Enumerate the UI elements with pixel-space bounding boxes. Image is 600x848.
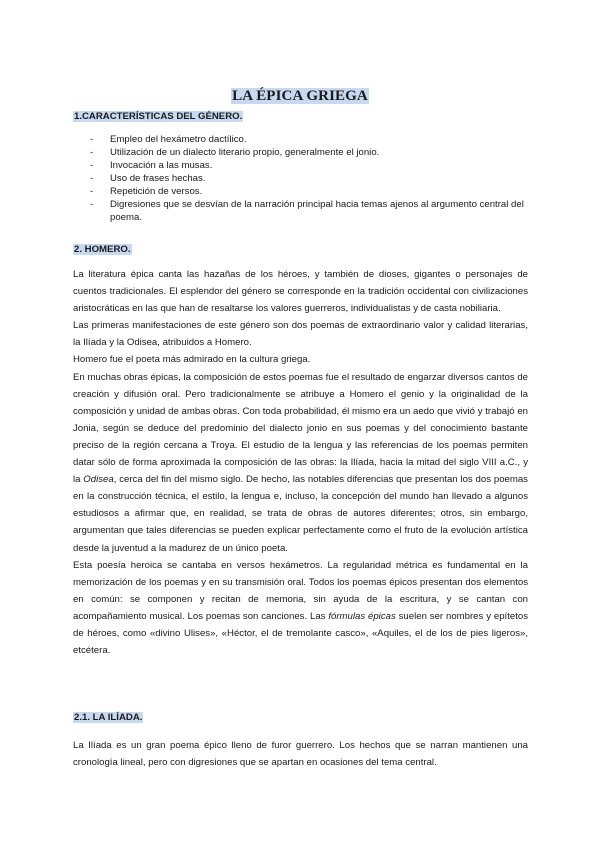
paragraph: Homero fue el poeta más admirado en la cultura griega. <box>73 354 311 366</box>
list-item-text: Utilización de un dialecto literario propio, generalmente el jonio. <box>110 147 380 158</box>
list-bullet: - <box>90 160 94 171</box>
list-bullet: - <box>90 147 94 158</box>
list-bullet: - <box>90 173 94 184</box>
characteristics-list <box>90 133 530 224</box>
emphasis-odisea: Odisea <box>83 474 114 486</box>
list-item <box>90 185 530 198</box>
list-item-text: Empleo del hexámetro dactílico. <box>110 134 247 145</box>
list-item <box>90 146 530 159</box>
list-item-text: Invocación a las musas. <box>110 160 213 171</box>
iliada-body <box>73 737 528 771</box>
list-item <box>90 172 530 185</box>
list-bullet: - <box>90 199 94 210</box>
section-heading-text: 1.CARACTERÍSTICAS DEL GÉNERO. <box>74 111 243 122</box>
paragraph: La Ilíada es un gran poema épico lleno de furor guerrero. Los hechos que se narran mantienen una cronología lineal, pero con digresiones que se apartan en ocasiones del tema central. <box>73 740 528 769</box>
section-heading-text: 2.1. LA ILÍADA. <box>74 712 143 723</box>
list-item-text: Digresiones que se desvían de la narración principal hacia temas ajenos al argumento central del poema. <box>110 199 524 223</box>
list-item <box>90 198 530 224</box>
paragraph-text: suelen ser nombres y epítetos de héroes, como «divino Ulises», «Héctor, el de tremolante casco», «Aquiles, el de los de pies ligeros», etcétera. <box>73 610 529 657</box>
paragraph-text: , cerca del fin del mismo siglo. De hecho, las notables diferencias que presentan los dos poemas en la construcción técnica, el estilo, la lengua e, incluso, la concepción del mundo han llevado a algunos estudiosos a afirmar que, en realidad, se trata de obras de autores diferentes; otros, sin embargo, argumentan que tales diferencias se pueden explicar perfectamente como el fruto de la evolución artística desde la juventud a la madurez de un único poeta. <box>73 474 528 554</box>
paragraph-text: En muchas obras épicas, la composición de estos poemas fue el resultado de engarzar diversos cantos de creación y difusión oral. Pero tradicionalmente se atribuye a Homero el genio y la originalidad de la composición y unidad de ambas obras. Con toda probabilidad, él mismo era un aedo que vivió y trabajó en Jonia, según se deduce del predominio del dialecto jonio en sus poemas y del conocimiento bastante preciso de la región cercana a Troya. El estudio de la lengua y las referencias de los poemas permiten datar sólo de forma aproximada la composición de las obras: la Ilíada, hacia la mitad del siglo VIII a.C., y la <box>73 371 528 486</box>
emphasis-formulas-epicas: fórmulas épicas <box>328 610 396 622</box>
paragraph: La literatura épica canta las hazañas de los héroes, y también de dioses, gigantes o personajes de cuentos tradicionales. El esplendor del género se corresponde en la tradición occidental con civilizaciones aristocráticas en las que han de resaltarse los valores guerreros, individualistas y de casta nobiliaria. <box>73 269 528 315</box>
section-heading-iliada <box>73 707 143 724</box>
section-heading-text: 2. HOMERO. <box>74 244 131 255</box>
section-heading-homero <box>73 239 132 256</box>
section-heading-caracteristicas <box>73 106 243 123</box>
page-title <box>0 71 600 108</box>
homero-body <box>73 266 528 659</box>
page-title-text: LA ÉPICA GRIEGA <box>232 88 368 104</box>
paragraph: Las primeras manifestaciones de este género son dos poemas de extraordinario valor y calidad literarias, la Ilíada y la Odisea, atribuidos a Homero. <box>73 320 528 349</box>
list-item <box>90 133 530 146</box>
list-item-text: Repetición de versos. <box>110 186 203 197</box>
list-item <box>90 159 530 172</box>
list-bullet: - <box>90 186 94 197</box>
paragraph-text: Esta poesía heroica se cantaba en versos hexámetros. La regularidad métrica es fundamental en la memorización de los poemas y en su transmisión oral. Todos los poemas épicos presentan dos elementos en común: se componen y recitan de memoria, sin ayuda de la escritura, y se cantan con acompañamiento musical. Los poemas son canciones. Las <box>73 559 528 622</box>
list-item-text: Uso de frases hechas. <box>110 173 206 184</box>
paragraph <box>73 369 528 557</box>
list-bullet: - <box>90 134 94 145</box>
paragraph <box>73 557 528 660</box>
